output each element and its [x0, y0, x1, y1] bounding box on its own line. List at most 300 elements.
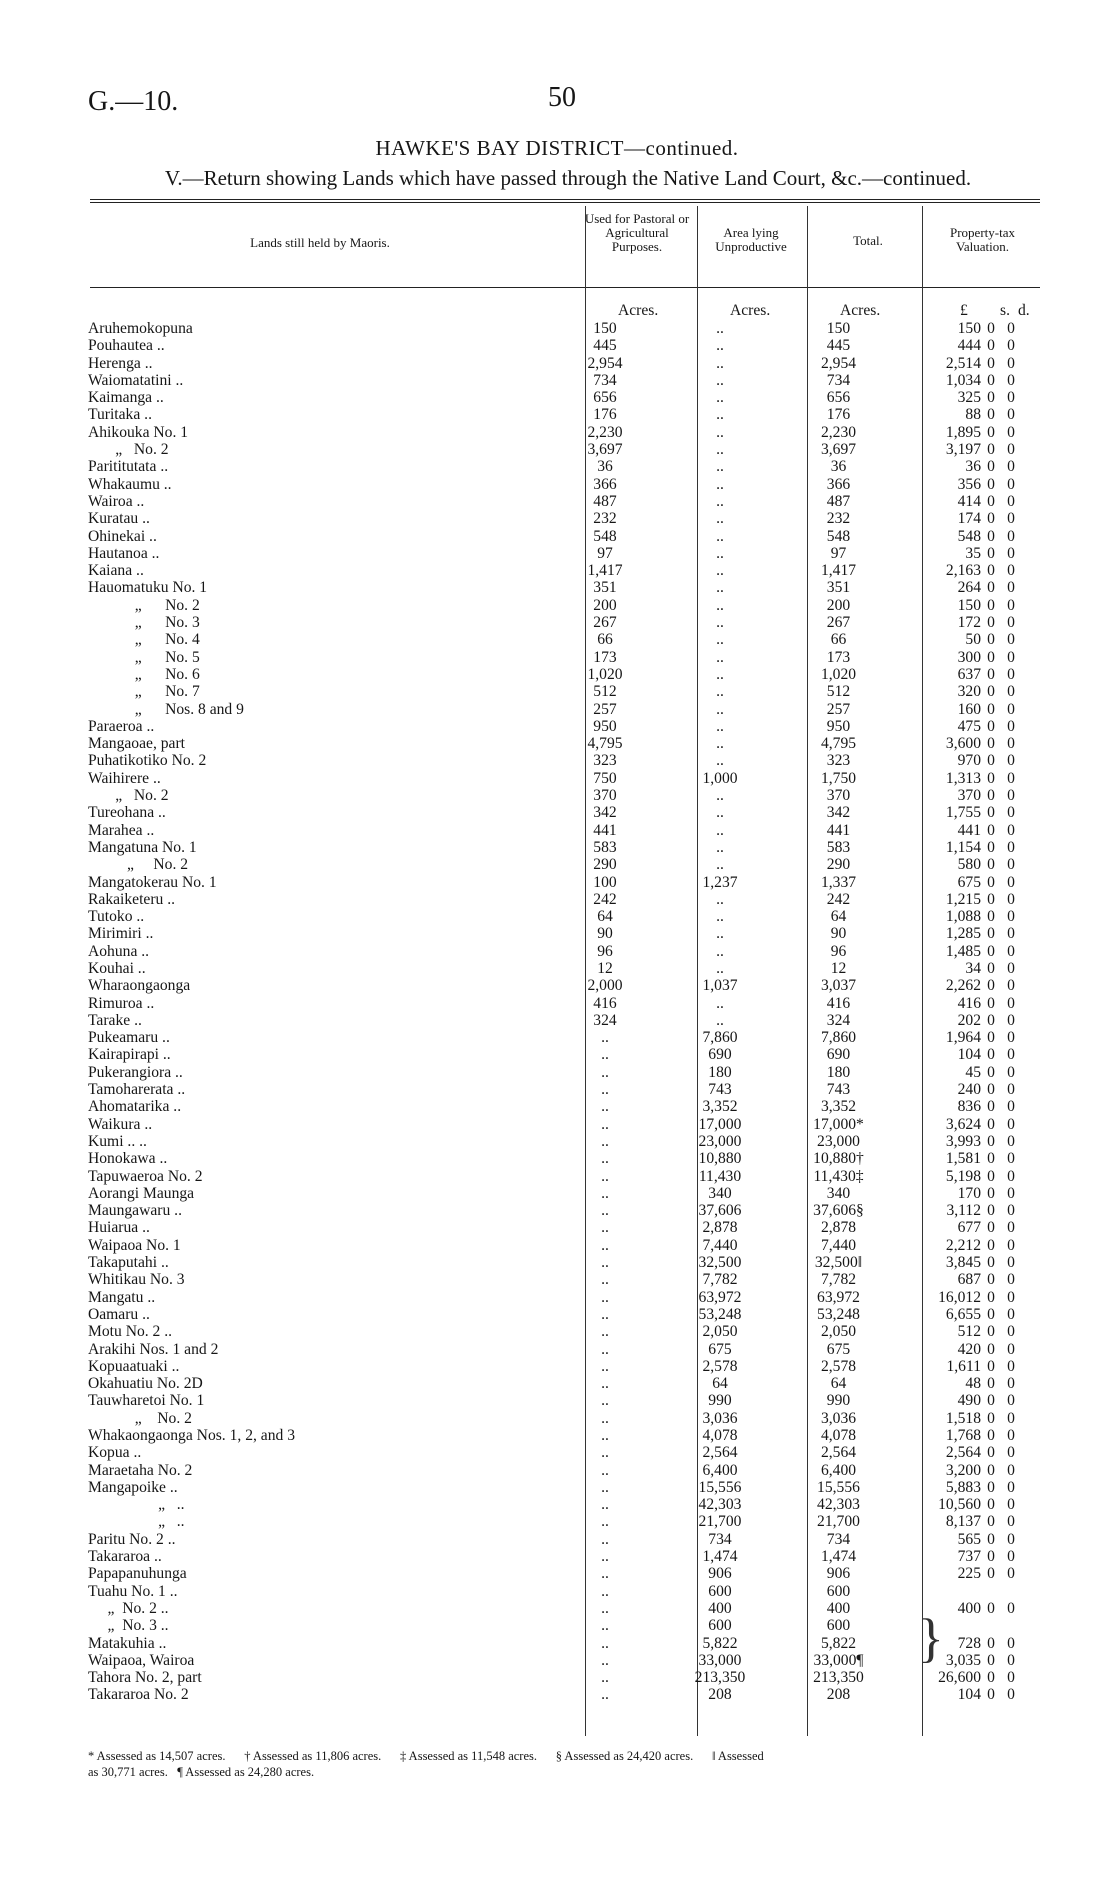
valuation-pence: 0: [1007, 994, 1015, 1012]
valuation-pence: 0: [1007, 1323, 1015, 1341]
land-name: [88, 614, 546, 631]
unproductive-acres: ..: [716, 579, 724, 597]
unproductive-acres: 2,878: [702, 1219, 738, 1237]
table-row: [88, 1669, 1021, 1686]
table-row: [88, 908, 1021, 925]
valuation-shillings: 0: [987, 1461, 995, 1479]
table-row: [88, 493, 1021, 510]
valuation-shillings: 0: [987, 683, 995, 701]
pastoral-acres: ..: [601, 1357, 609, 1375]
valuation-shillings: 0: [987, 994, 995, 1012]
total-acres: 66: [830, 631, 847, 649]
unproductive-acres: 64: [712, 1375, 728, 1393]
valuation-shillings: 0: [987, 1150, 995, 1168]
valuation-shillings: 0: [987, 1513, 995, 1531]
lands-table: [88, 320, 1021, 1704]
pastoral-acres: ..: [601, 1669, 609, 1687]
valuation-pence: 0: [1007, 423, 1015, 441]
land-name-text: „ No. 2: [88, 1409, 192, 1427]
total-acres: 1,750: [820, 769, 857, 787]
valuation-pounds: 5,883: [945, 1478, 981, 1496]
valuation-shillings: 0: [987, 942, 995, 960]
table-row: [88, 666, 1021, 683]
land-name: [88, 1392, 546, 1409]
total-acres: 150: [826, 320, 851, 337]
valuation-pounds: 836: [957, 1098, 981, 1116]
valuation-pounds: 1,964: [945, 1029, 981, 1047]
land-name-text: Arakihi Nos. 1 and 2: [88, 1340, 219, 1358]
table-row: [88, 1202, 1021, 1219]
total-acres: 53,248: [817, 1305, 860, 1323]
header-top-rule-2: [90, 202, 1040, 203]
table-row: [88, 1012, 1021, 1029]
land-name-text: Wairoa ..: [88, 492, 145, 510]
land-name: [88, 1185, 546, 1202]
valuation-shillings: 0: [987, 423, 995, 441]
valuation-pounds: 240: [957, 1081, 981, 1099]
unproductive-acres: 1,037: [702, 977, 738, 995]
land-name-text: „ No. 3: [88, 614, 200, 632]
unproductive-acres: 2,578: [702, 1357, 738, 1375]
unproductive-acres: ..: [716, 752, 724, 770]
valuation-pounds: 3,035: [945, 1651, 981, 1669]
land-name: [88, 1133, 546, 1150]
valuation-pence: 0: [1007, 1496, 1015, 1514]
valuation-pence: 0: [1007, 838, 1015, 856]
land-name-text: „ No. 5: [88, 648, 200, 666]
valuation-pounds: 88: [965, 406, 981, 424]
valuation-pounds: 1,313: [945, 769, 981, 787]
page-title: HAWKE'S BAY DISTRICT—continued.: [375, 136, 739, 160]
land-name: [88, 752, 546, 769]
land-name-text: „ No. 3 ..: [88, 1617, 169, 1635]
valuation-shillings: 0: [987, 389, 995, 407]
valuation-shillings: 0: [987, 1167, 995, 1185]
total-acres: 441: [826, 821, 851, 839]
table-row: [88, 1617, 1021, 1634]
valuation-pounds: 160: [957, 700, 981, 718]
valuation-pounds: 441: [957, 821, 981, 839]
valuation-pence: 0: [1007, 1409, 1015, 1427]
land-name-text: Tauwharetoi No. 1: [88, 1392, 205, 1410]
table-row: [88, 1565, 1021, 1582]
valuation-pence: 0: [1007, 925, 1015, 943]
valuation-pence: 0: [1007, 320, 1015, 337]
land-name: [88, 631, 546, 648]
pastoral-acres: 12: [597, 959, 613, 977]
unproductive-acres: 1,000: [702, 769, 738, 787]
unproductive-acres: ..: [716, 700, 724, 718]
pastoral-acres: 750: [593, 769, 617, 787]
table-row: [88, 856, 1021, 873]
land-name-text: Aohuna ..: [88, 942, 150, 960]
land-name-text: Wharaongaonga: [88, 977, 191, 995]
unproductive-acres: 743: [708, 1081, 732, 1099]
pastoral-acres: ..: [601, 1634, 609, 1652]
valuation-pounds: 3,845: [945, 1254, 981, 1272]
table-row: [88, 389, 1021, 406]
valuation-pounds: 1,895: [945, 423, 981, 441]
valuation-shillings: 0: [987, 1392, 995, 1410]
pastoral-acres: ..: [601, 1046, 609, 1064]
valuation-pounds: 677: [957, 1219, 981, 1237]
valuation-pence: 0: [1007, 752, 1015, 770]
total-acres: 1,474: [820, 1548, 857, 1566]
valuation-shillings: 0: [987, 441, 995, 459]
pastoral-acres: ..: [601, 1392, 609, 1410]
unproductive-acres: ..: [716, 665, 724, 683]
pastoral-acres: 441: [593, 821, 617, 839]
unproductive-acres: 7,860: [702, 1029, 738, 1047]
unproductive-acres: ..: [716, 458, 724, 476]
valuation-pence: 0: [1007, 337, 1015, 355]
table-row: [88, 1133, 1021, 1150]
valuation-pence: 0: [1007, 441, 1015, 459]
valuation-pence: 0: [1007, 1081, 1015, 1099]
table-row: [88, 1358, 1021, 1375]
pastoral-acres: ..: [601, 1340, 609, 1358]
valuation-shillings: 0: [987, 1098, 995, 1116]
pastoral-acres: 656: [593, 389, 617, 407]
table-row: [88, 424, 1021, 441]
total-acres: 90: [830, 925, 847, 943]
valuation-shillings: 0: [987, 977, 995, 995]
pastoral-acres: 3,697: [587, 441, 623, 459]
table-row: [88, 1168, 1021, 1185]
valuation-pounds: [901, 1583, 981, 1600]
table-row: [88, 787, 1021, 804]
unproductive-acres: 675: [708, 1340, 732, 1358]
land-name-text: Turitaka ..: [88, 406, 152, 424]
land-name: [88, 389, 546, 406]
valuation-shillings: 0: [987, 1305, 995, 1323]
land-name: [88, 1531, 546, 1548]
land-name-text: Waiomatatini ..: [88, 371, 184, 389]
pastoral-acres: ..: [601, 1098, 609, 1116]
table-row: [88, 718, 1021, 735]
table-row: [88, 1479, 1021, 1496]
land-name-text: Hautanoa ..: [88, 544, 160, 562]
pastoral-acres: 173: [593, 648, 617, 666]
valuation-shillings: 0: [987, 665, 995, 683]
land-name: [88, 476, 546, 493]
land-name-text: Parititutata ..: [88, 458, 169, 476]
land-name-text: Mirimiri ..: [88, 925, 154, 943]
valuation-pounds: 416: [957, 994, 981, 1012]
land-name-text: Tuahu No. 1 ..: [88, 1582, 178, 1600]
pastoral-acres: 2,954: [587, 354, 623, 372]
valuation-pence: 0: [1007, 1478, 1015, 1496]
unproductive-acres: 208: [708, 1686, 732, 1704]
unproductive-acres: ..: [716, 441, 724, 459]
valuation-pence: 0: [1007, 717, 1015, 735]
valuation-shillings: 0: [987, 337, 995, 355]
pastoral-acres: 97: [597, 544, 613, 562]
valuation-shillings: 0: [987, 1409, 995, 1427]
valuation-shillings: 0: [987, 1357, 995, 1375]
valuation-pounds: 150: [957, 320, 981, 337]
total-acres: 400: [826, 1599, 851, 1617]
valuation-pence: 0: [1007, 1063, 1015, 1081]
unit-pounds: £: [960, 302, 968, 319]
land-name: [88, 1548, 546, 1565]
land-name: [88, 960, 546, 977]
valuation-shillings: 0: [987, 1081, 995, 1099]
valuation-pence: 0: [1007, 735, 1015, 753]
valuation-pence: 0: [1007, 354, 1015, 372]
total-acres: 208: [826, 1686, 851, 1704]
unproductive-acres: ..: [716, 320, 724, 337]
table-row: [88, 770, 1021, 787]
table-row: [88, 752, 1021, 769]
unproductive-acres: 734: [708, 1530, 732, 1548]
valuation-shillings: 0: [987, 908, 995, 926]
land-name: [88, 1323, 546, 1340]
valuation-shillings: 0: [987, 1219, 995, 1237]
pastoral-acres: ..: [601, 1409, 609, 1427]
valuation-pence: 0: [1007, 665, 1015, 683]
table-row: [88, 1185, 1021, 1202]
land-name: [88, 943, 546, 960]
valuation-pounds: 3,624: [945, 1115, 981, 1133]
unit-acres-total: Acres.: [840, 302, 881, 319]
land-name-text: „ No. 4: [88, 631, 200, 649]
valuation-pounds: 970: [957, 752, 981, 770]
valuation-pence: 0: [1007, 873, 1015, 891]
page-number: 50: [548, 82, 576, 113]
unproductive-acres: 2,050: [702, 1323, 738, 1341]
pastoral-acres: 487: [593, 492, 617, 510]
valuation-pence: 0: [1007, 1219, 1015, 1237]
pastoral-acres: 2,230: [587, 423, 623, 441]
land-name-text: Motu No. 2 ..: [88, 1323, 173, 1341]
valuation-pence: 0: [1007, 492, 1015, 510]
valuation-pence: 0: [1007, 1461, 1015, 1479]
unproductive-acres: 600: [708, 1582, 732, 1600]
pastoral-acres: 36: [597, 458, 613, 476]
valuation-pence: 0: [1007, 458, 1015, 476]
valuation-pence: 0: [1007, 769, 1015, 787]
valuation-pence: 0: [1007, 406, 1015, 424]
valuation-shillings: 0: [987, 717, 995, 735]
land-name: [88, 1444, 546, 1461]
land-name-text: Maraetaha No. 2: [88, 1461, 193, 1479]
total-acres: 583: [826, 838, 851, 856]
unproductive-acres: 4,078: [702, 1427, 738, 1444]
pastoral-acres: ..: [601, 1305, 609, 1323]
total-acres: 173: [826, 648, 851, 666]
table-row: [88, 1635, 1021, 1652]
valuation-pounds: 444: [957, 337, 981, 355]
total-acres: 21,700: [817, 1513, 860, 1531]
unproductive-acres: ..: [716, 804, 724, 822]
land-name: [88, 1219, 546, 1236]
land-name-text: Aorangi Maunga: [88, 1184, 195, 1202]
pastoral-acres: ..: [601, 1513, 609, 1531]
table-row: [88, 1081, 1021, 1098]
unproductive-acres: 1,237: [702, 873, 738, 891]
unproductive-acres: ..: [716, 942, 724, 960]
table-row: [88, 960, 1021, 977]
valuation-pence: 0: [1007, 1427, 1015, 1444]
valuation-shillings: 0: [987, 406, 995, 424]
land-name: [88, 718, 546, 735]
document-reference: G.—10.: [88, 86, 179, 117]
unproductive-acres: ..: [716, 856, 724, 874]
land-name-text: Takaputahi ..: [88, 1254, 169, 1272]
land-name: [88, 372, 546, 389]
table-row: [88, 649, 1021, 666]
valuation-pounds: 3,993: [945, 1132, 981, 1150]
total-acres: 7,440: [820, 1236, 857, 1254]
pastoral-acres: 548: [593, 527, 617, 545]
unproductive-acres: 5,822: [702, 1634, 738, 1652]
valuation-pounds: 34: [965, 959, 981, 977]
pastoral-acres: ..: [601, 1375, 609, 1393]
land-name: [88, 1635, 546, 1652]
column-header-valuation: Property-tax Valuation.: [950, 225, 1015, 254]
total-acres: 2,564: [820, 1444, 857, 1462]
table-row: [88, 874, 1021, 891]
unproductive-acres: 1,474: [702, 1548, 738, 1566]
valuation-pence: 0: [1007, 787, 1015, 805]
total-acres: 5,822: [820, 1634, 857, 1652]
unproductive-acres: 21,700: [698, 1513, 742, 1531]
land-name: [88, 874, 546, 891]
valuation-pence: 0: [1007, 1548, 1015, 1566]
pastoral-acres: 324: [593, 1011, 617, 1029]
land-name: [88, 1410, 546, 1427]
table-row: [88, 579, 1021, 596]
land-name-text: Kaiana ..: [88, 562, 144, 580]
land-name: [88, 1202, 546, 1219]
valuation-shillings: 0: [987, 492, 995, 510]
land-name-text: „ ..: [88, 1513, 185, 1531]
pastoral-acres: 1,020: [587, 665, 623, 683]
table-row: [88, 1652, 1021, 1669]
valuation-pounds: 512: [957, 1323, 981, 1341]
valuation-pence: 0: [1007, 908, 1015, 926]
valuation-pence: 0: [1007, 856, 1015, 874]
pastoral-acres: ..: [601, 1548, 609, 1566]
unproductive-acres: ..: [716, 631, 724, 649]
valuation-pounds: 3,600: [945, 735, 981, 753]
unproductive-acres: 213,350: [694, 1669, 746, 1687]
table-row: [88, 355, 1021, 372]
total-acres: 2,230: [820, 423, 857, 441]
valuation-pence: 0: [1007, 1686, 1015, 1704]
valuation-pounds: 1,755: [945, 804, 981, 822]
table-row: [88, 804, 1021, 821]
unproductive-acres: ..: [716, 959, 724, 977]
land-name: [88, 822, 546, 839]
total-acres: 290: [826, 856, 851, 874]
table-row: [88, 1098, 1021, 1115]
valuation-pounds: 320: [957, 683, 981, 701]
valuation-pounds: 104: [957, 1686, 981, 1704]
valuation-pence: 0: [1007, 631, 1015, 649]
pastoral-acres: ..: [601, 1427, 609, 1444]
total-acres: 487: [826, 492, 851, 510]
valuation-pounds: 45: [965, 1063, 981, 1081]
valuation-shillings: 0: [987, 1236, 995, 1254]
valuation-pounds: 728: [957, 1634, 981, 1652]
total-acres: 11,430‡: [813, 1167, 864, 1185]
table-row: [88, 545, 1021, 562]
land-name-text: Matakuhia ..: [88, 1634, 167, 1652]
valuation-pence: 0: [1007, 371, 1015, 389]
column-header-unproductive: Area lying Unproductive: [715, 225, 787, 254]
pastoral-acres: 734: [593, 371, 617, 389]
unproductive-acres: ..: [716, 423, 724, 441]
pastoral-acres: 351: [593, 579, 617, 597]
page-subtitle: V.—Return showing Lands which have passed through the Native Land Court, &c.—continued.: [164, 166, 972, 190]
header-top-rule: [90, 199, 1040, 200]
valuation-pence: 0: [1007, 959, 1015, 977]
valuation-shillings: 0: [987, 787, 995, 805]
land-name: [88, 1150, 546, 1167]
pastoral-acres: 290: [593, 856, 617, 874]
valuation-pence: 0: [1007, 614, 1015, 632]
unproductive-acres: ..: [716, 406, 724, 424]
unproductive-acres: ..: [716, 510, 724, 528]
unproductive-acres: 17,000: [698, 1115, 742, 1133]
pastoral-acres: ..: [601, 1461, 609, 1479]
valuation-shillings: [981, 1617, 1001, 1634]
valuation-pence: 0: [1007, 1651, 1015, 1669]
land-name-text: Kopuaatuaki ..: [88, 1357, 180, 1375]
unproductive-acres: ..: [716, 821, 724, 839]
valuation-shillings: 0: [987, 1634, 995, 1652]
valuation-shillings: 0: [987, 1340, 995, 1358]
pastoral-acres: 66: [597, 631, 613, 649]
valuation-shillings: 0: [987, 873, 995, 891]
valuation-shillings: 0: [987, 1184, 995, 1202]
valuation-pounds: 16,012: [938, 1288, 981, 1306]
land-name: [88, 1081, 546, 1098]
unproductive-acres: ..: [716, 337, 724, 355]
valuation-shillings: 0: [987, 700, 995, 718]
table-row: [88, 943, 1021, 960]
land-name: [88, 424, 546, 441]
table-row: [88, 683, 1021, 700]
valuation-pence: 0: [1007, 1340, 1015, 1358]
unproductive-acres: 7,440: [702, 1236, 738, 1254]
valuation-pounds: 420: [957, 1340, 981, 1358]
valuation-shillings: 0: [987, 1046, 995, 1064]
total-acres: 3,037: [820, 977, 857, 995]
total-acres: 4,795: [820, 735, 857, 753]
land-name: [88, 770, 546, 787]
valuation-pounds: 325: [957, 389, 981, 407]
pastoral-acres: ..: [601, 1081, 609, 1099]
pastoral-acres: ..: [601, 1323, 609, 1341]
valuation-pence: 0: [1007, 1634, 1015, 1652]
total-acres: 366: [826, 475, 851, 493]
table-row: [88, 476, 1021, 493]
valuation-pence: 0: [1007, 1254, 1015, 1272]
land-name: [88, 562, 546, 579]
unit-acres-pastoral: Acres.: [618, 302, 659, 319]
table-row: [88, 1375, 1021, 1392]
total-acres: 323: [826, 752, 851, 770]
unproductive-acres: 42,303: [698, 1496, 742, 1514]
land-name: [88, 1686, 546, 1703]
valuation-pounds: 1,611: [946, 1357, 981, 1375]
unproductive-acres: ..: [716, 371, 724, 389]
total-acres: 23,000: [817, 1132, 860, 1150]
total-acres: 7,860: [820, 1029, 857, 1047]
